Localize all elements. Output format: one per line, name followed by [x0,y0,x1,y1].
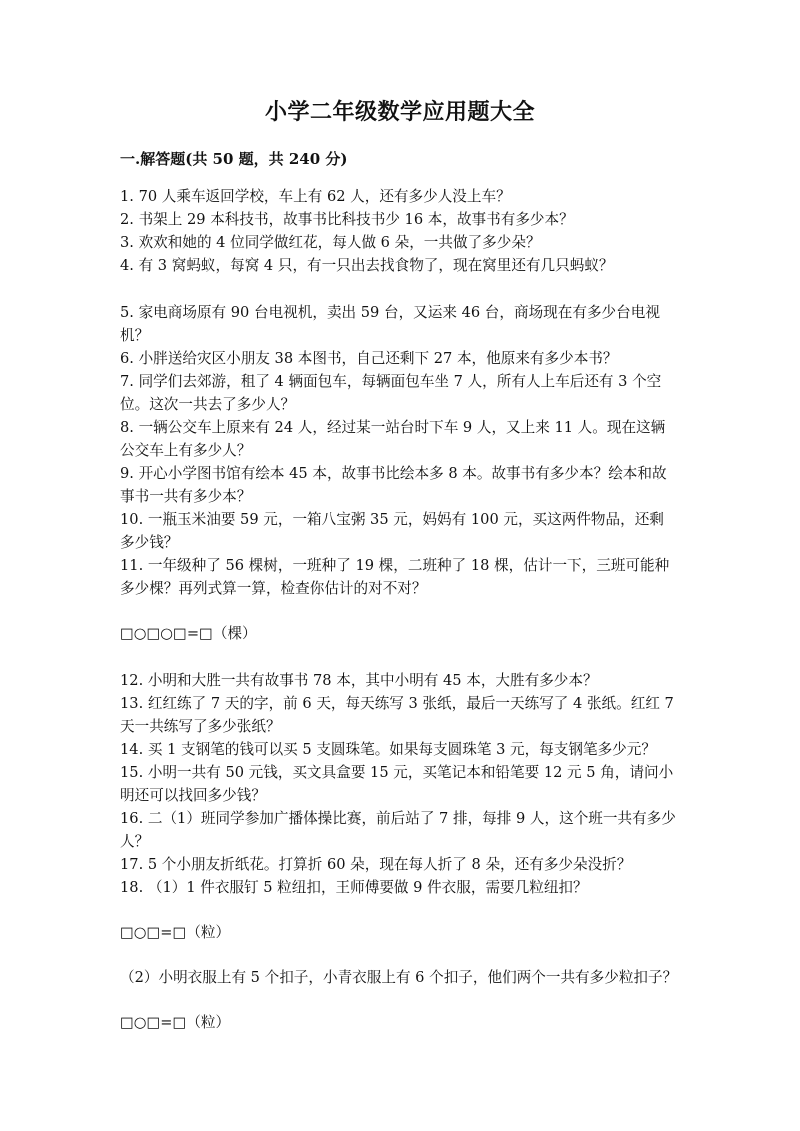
question-item: 4. 有 3 窝蚂蚁，每窝 4 只，有一只出去找食物了，现在窝里还有几只蚂蚁？ [120,257,614,274]
question-item: 6. 小胖送给灾区小朋友 38 本图书，自己还剩下 27 本，他原来有多少本书？ [120,350,618,367]
answer-formula: □○□=□（粒） [120,924,231,941]
question-item: 16. 二（1）班同学参加广播体操比赛，前后站了 7 排，每排 9 人，这个班一共有多少人？ [120,810,676,850]
question-list [120,185,678,1034]
question-item: 10. 一瓶玉米油要 59 元，一箱八宝粥 35 元，妈妈有 100 元，买这两件物品，还剩多少钱？ [120,511,664,551]
question-item: 18. （1）1 件衣服钉 5 粒纽扣，王师傅要做 9 件衣服，需要几粒纽扣？ [120,879,588,896]
question-item: 3. 欢欢和她的 4 位同学做红花，每人做 6 朵，一共做了多少朵？ [120,234,541,251]
page-title: 小学二年级数学应用题大全 [264,99,535,125]
spacer [120,645,678,669]
question-item: 8. 一辆公交车上原来有 24 人，经过某一站台时下车 9 人，又上来 11 人。现在这辆公交车上有多少人？ [120,419,666,459]
question-item: 12. 小明和大胜一共有故事书 78 本，其中小明有 45 本，大胜有多少本？ [120,672,598,689]
question-item: 2. 书架上 29 本科技书，故事书比科技书少 16 本，故事书有多少本？ [120,211,574,228]
question-item: 14. 买 1 支钢笔的钱可以买 5 支圆珠笔。如果每支圆珠笔 3 元，每支钢笔多少元？ [120,741,656,758]
question-item: 17. 5 个小朋友折纸花。打算折 60 朵，现在每人折了 8 朵，还有多少朵没折？ [120,856,632,873]
spacer [120,899,678,921]
answer-formula: □○□=□（粒） [120,1014,231,1031]
question-item: 9. 开心小学图书馆有绘本 45 本，故事书比绘本多 8 本。故事书有多少本？绘本和故事书一共有多少本？ [120,465,667,505]
spacer [120,989,678,1011]
question-item: （2）小明衣服上有 5 个扣子，小青衣服上有 6 个扣子，他们两个一共有多少粒扣子？ [120,969,678,986]
question-item: 1. 70 人乘车返回学校，车上有 62 人，还有多少人没上车？ [120,188,511,205]
question-item: 15. 小明一共有 50 元钱，买文具盒要 15 元，买笔记本和铅笔要 12 元 5 角，请问小明还可以找回多少钱？ [120,764,674,804]
spacer [120,944,678,966]
section-heading: 一.解答题(共 50 题，共 240 分) [120,150,348,168]
spacer [120,277,678,301]
answer-formula: □○□○□=□（棵） [120,625,257,642]
question-item: 5. 家电商场原有 90 台电视机，卖出 59 台，又运来 46 台，商场现在有多少台电视机？ [120,304,660,344]
question-item: 13. 红红练了 7 天的字，前 6 天，每天练写 3 张纸，最后一天练写了 4 张纸。红红 7 天一共练写了多少张纸？ [120,695,674,735]
question-item: 11. 一年级种了 56 棵树，一班种了 19 棵，二班种了 18 棵，估计一下，三班可能种多少棵？再列式算一算，检查你估计的对不对？ [120,557,670,597]
question-item: 7. 同学们去郊游，租了 4 辆面包车，每辆面包车坐 7 人，所有人上车后还有 3 个空位。这次一共去了多少人？ [120,373,662,413]
spacer [120,600,678,622]
